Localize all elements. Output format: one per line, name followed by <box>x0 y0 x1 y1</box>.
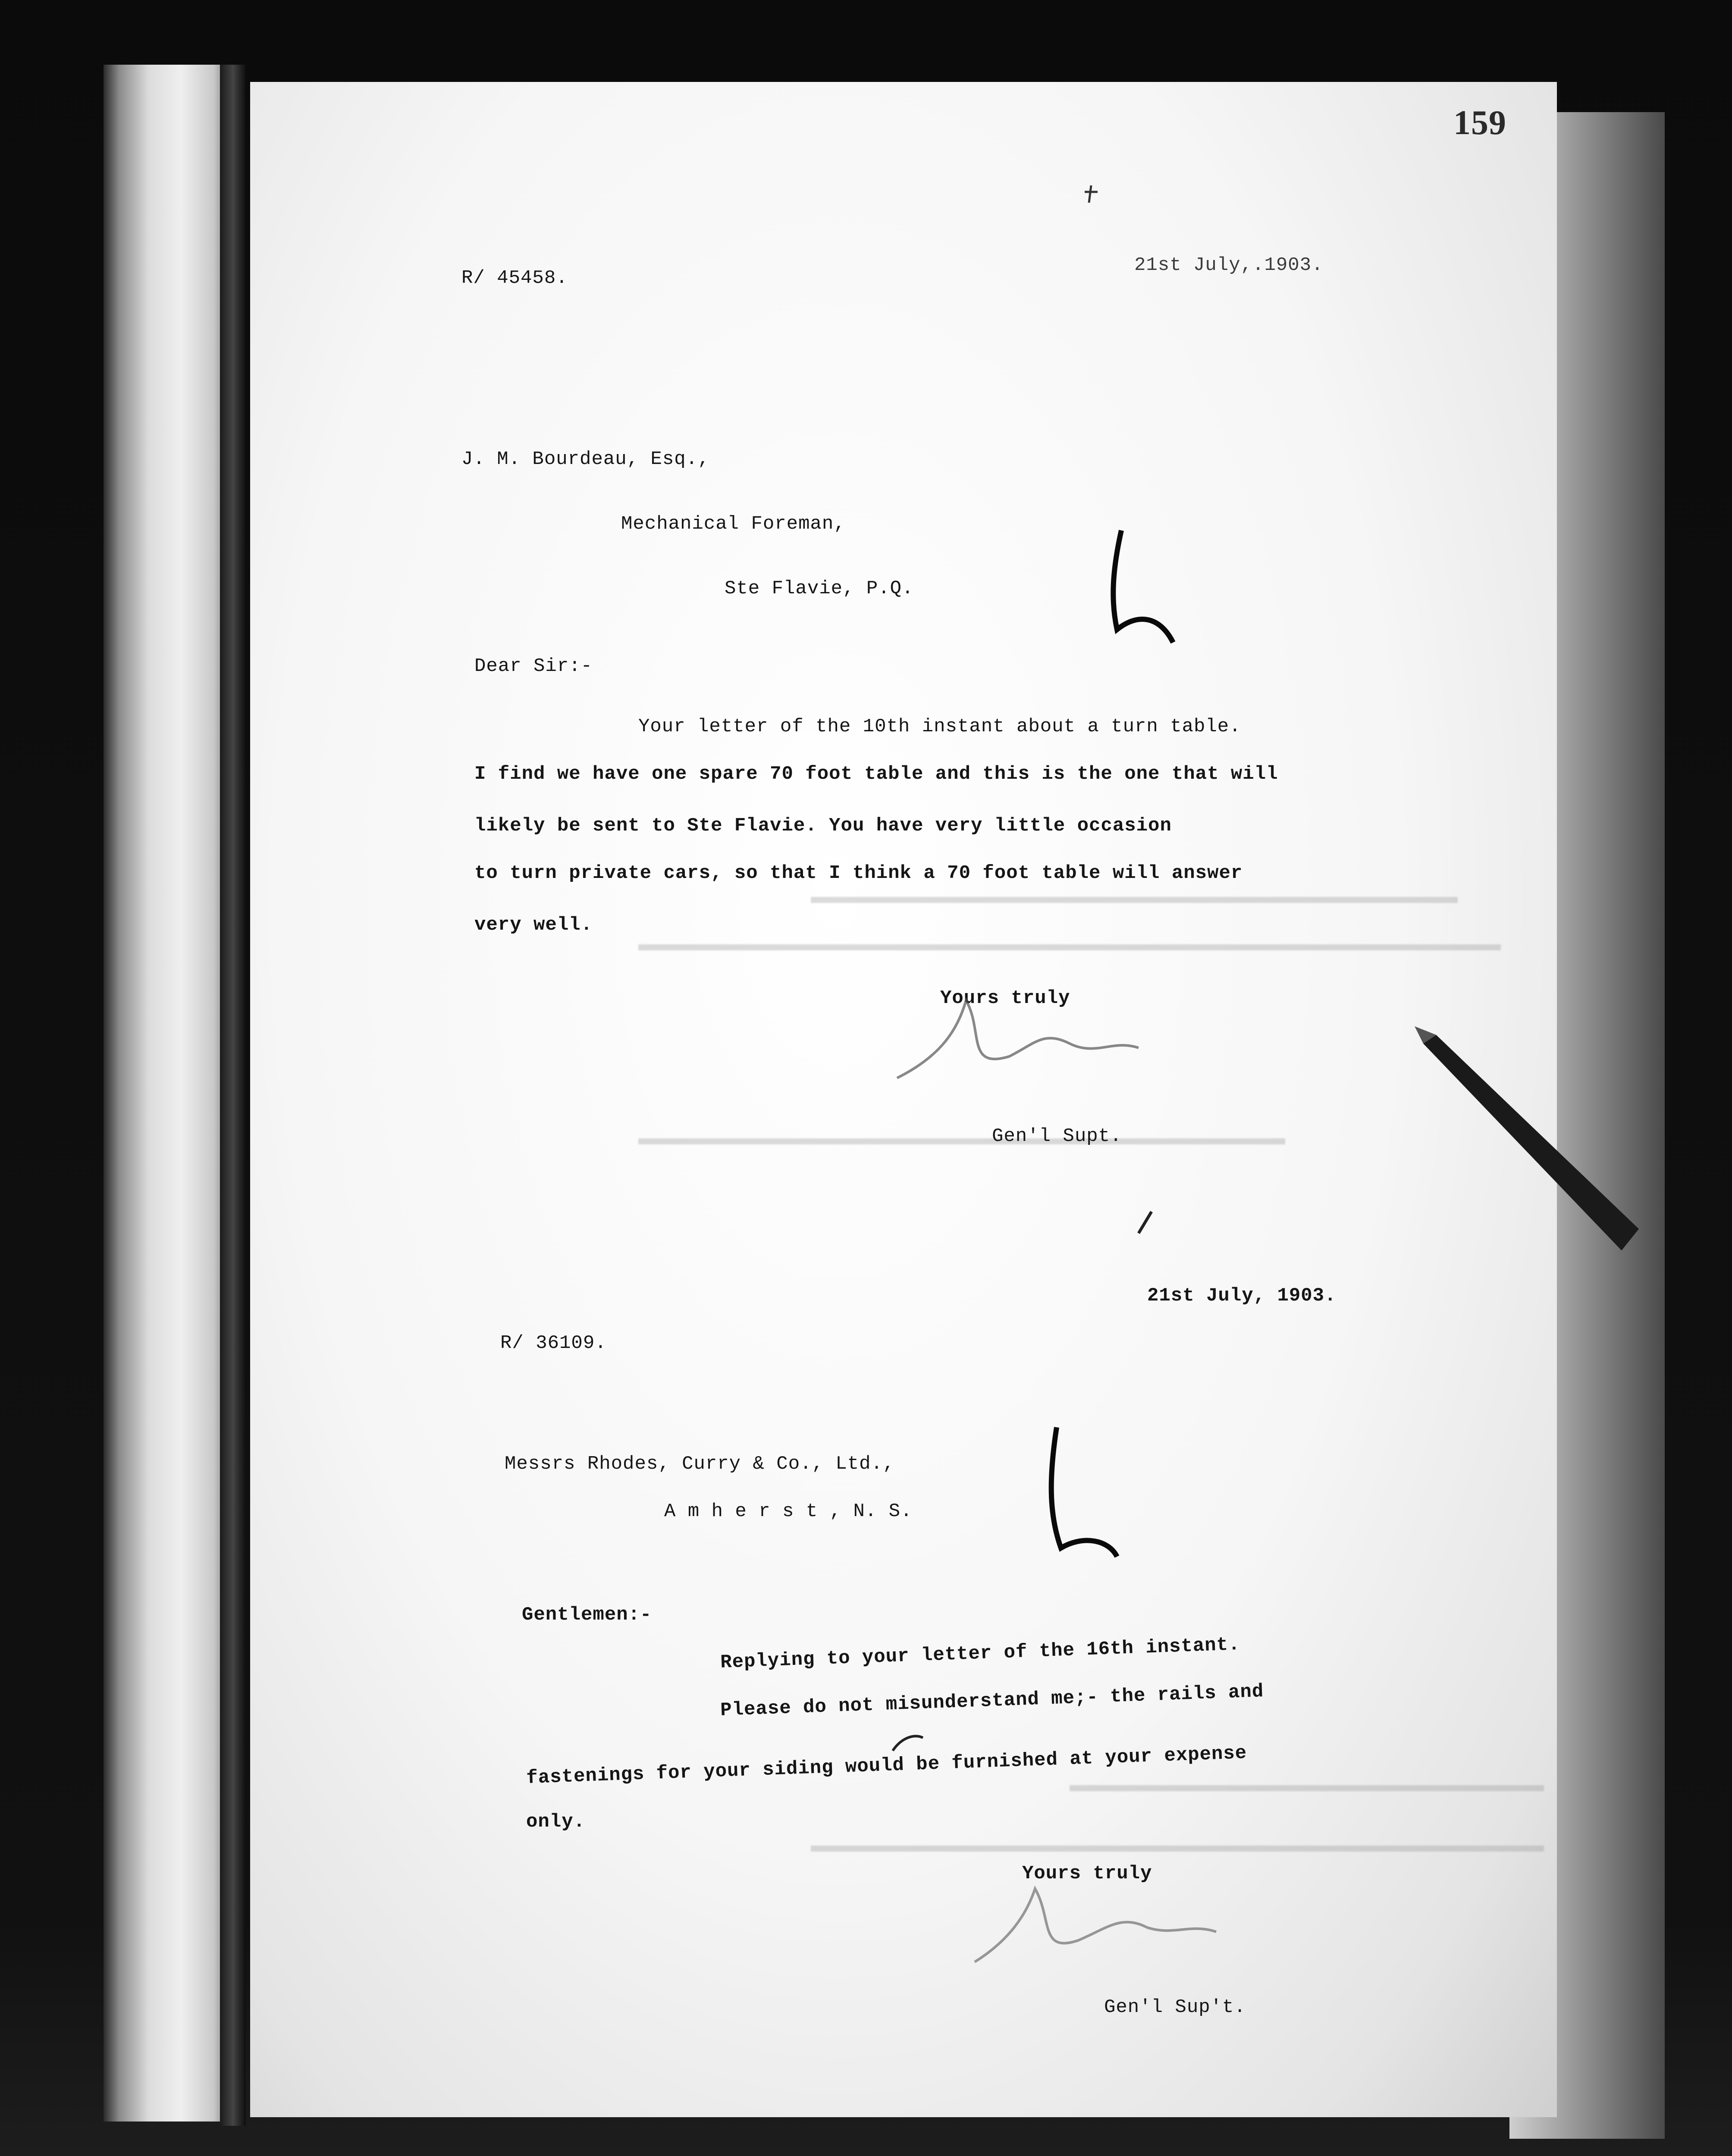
reference-number: R/ 36109. <box>500 1332 607 1354</box>
letter-date: 21st July, 1903. <box>1147 1285 1337 1307</box>
body-line: fastenings for your siding would be furnished at your expense <box>526 1742 1248 1789</box>
body-line: Your letter of the 10th instant about a turn table. <box>638 716 1241 737</box>
addressee-line: A m h e r s t , N. S. <box>664 1501 913 1522</box>
check-mark-1 <box>1113 530 1173 642</box>
closing: Yours truly <box>940 987 1070 1009</box>
body-line: Please do not misunderstand me;- the rails and <box>720 1681 1264 1721</box>
pen-mark <box>893 1736 923 1751</box>
salutation: Dear Sir:- <box>474 655 593 677</box>
salutation: Gentlemen:- <box>522 1604 652 1626</box>
check-mark-2 <box>1051 1427 1117 1557</box>
body-line: likely be sent to Ste Flavie. You have very little occasion <box>474 815 1172 837</box>
addressee-line: Ste Flavie, P.Q. <box>725 578 914 599</box>
body-line: to turn private cars, so that I think a 70 foot table will answer <box>474 862 1243 884</box>
signature-2 <box>975 1889 1216 1962</box>
body-line: only. <box>526 1811 586 1833</box>
addressee-line: Mechanical Foreman, <box>621 513 846 535</box>
body-line: very well. <box>474 914 593 936</box>
pen-pointer <box>1415 1026 1639 1268</box>
signature-1 <box>897 1000 1139 1078</box>
page-number: 159 <box>1453 104 1506 142</box>
pen-mark <box>1139 1212 1152 1233</box>
handwriting-marks <box>250 82 1557 2117</box>
cross-mark <box>1085 185 1098 203</box>
signature-title: Gen'l Supt. <box>992 1125 1122 1147</box>
binding-shadow <box>220 65 246 2126</box>
closing: Yours truly <box>1022 1863 1152 1884</box>
reference-number: R/ 45458. <box>461 267 568 289</box>
body-line: Replying to your letter of the 16th instant. <box>720 1633 1241 1674</box>
addressee-line: J. M. Bourdeau, Esq., <box>461 448 710 470</box>
letter-date: 21st July,.1903. <box>1134 254 1324 276</box>
addressee-line: Messrs Rhodes, Curry & Co., Ltd., <box>505 1453 895 1475</box>
left-page-edge <box>104 65 233 2122</box>
letterbook-page <box>250 82 1557 2117</box>
signature-title: Gen'l Sup't. <box>1104 1996 1246 2018</box>
body-line: I find we have one spare 70 foot table and this is the one that will <box>474 763 1278 785</box>
